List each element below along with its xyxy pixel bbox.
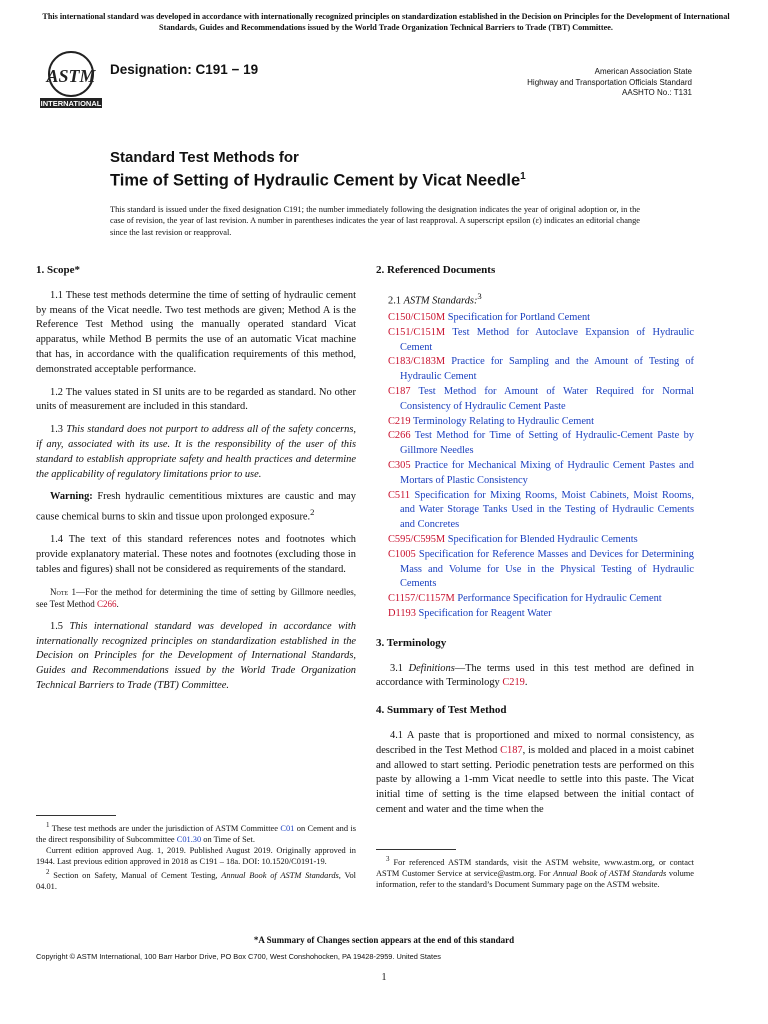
title-line1: Standard Test Methods for — [110, 149, 299, 166]
terminology-3-1: 3.1 Definitions—The terms used in this test method are defined in accordance with Terminology C219. — [376, 662, 694, 689]
referenced-item — [388, 489, 694, 533]
aashto-block — [527, 67, 692, 99]
aashto-line2: Highway and Transportation Officials Standard — [527, 77, 692, 87]
link-c266-note[interactable]: C266 — [96, 598, 117, 609]
summary-4-1: 4.1 A paste that is proportioned and mixed to normal consistency, as described in the Test Method C187, is molded and placed in a moist cabinet and allowed to start setting. Periodic penetration tests are performed on this paste by allowing a 1-mm Vicat needle to settle into this paste. The Vicat initial time of setting is the time elapsed between the initial contact of cement and water and the time when the — [376, 729, 694, 815]
footnotes-left — [36, 820, 356, 892]
title-footnote-mark: 1 — [520, 171, 526, 182]
terminology-heading: 3. Terminology — [376, 636, 447, 649]
referenced-item — [388, 326, 694, 356]
scope-heading: 1. Scope* — [36, 264, 80, 276]
referenced-item — [388, 548, 694, 592]
referenced-item — [388, 533, 694, 548]
warning-paragraph: Warning: Fresh hydraulic cementitious mixtures are caustic and may cause chemical burns to skin and tissue upon prolonged exposure.$^2$ — [36, 491, 356, 523]
referenced-item — [388, 385, 694, 415]
logo-text: ASTM — [46, 66, 96, 86]
footnotes-right — [376, 854, 694, 890]
footnote-2: $^2$ Section on Safety, Manual of Cement Testing, Annual Book of ASTM Standards, Vol 04.01. — [36, 867, 356, 891]
referenced-item — [388, 607, 694, 622]
ref-code-link[interactable]: C305 — [388, 460, 411, 472]
summary-of-changes-note: *A Summary of Changes section appears at the end of this standard — [253, 935, 515, 945]
ref-title: Terminology Relating to Hydraulic Cement — [410, 415, 595, 427]
ref-title: Specification for Blended Hydraulic Cements — [445, 534, 638, 546]
footnote-1-approval: Current edition approved Aug. 1, 2019. Published August 2019. Originally approved in 1944. Last previous edition approved in 2018 as C191 – 18a. DOI: 10.1520/C0191-19. — [36, 845, 356, 866]
warning-label: Warning: — [50, 491, 93, 503]
ref-title: Practice for Sampling and the Amount of Testing of Hydraulic Cement — [400, 356, 694, 383]
ref-code-link[interactable]: C183/C183M — [388, 356, 446, 368]
referenced-item — [388, 592, 694, 607]
ref-code-link[interactable]: C511 — [388, 489, 411, 501]
link-c01[interactable]: C01 — [280, 823, 295, 833]
top-notice: This international standard was developed in accordance with internationally recognized principles on standardization established in the Decision on Principles for the Development of International Standards, Guides and Recommendations issued by the World Trade Organization Technical Barriers to Trade (TBT) Committee. — [42, 12, 730, 32]
ref-code-link[interactable]: C1157/C1157M — [388, 593, 455, 605]
left-column — [36, 263, 356, 702]
referenced-item — [388, 429, 694, 459]
ref-code-link[interactable]: C595/C595M — [388, 534, 446, 546]
referenced-heading: 2. Referenced Documents — [376, 264, 496, 276]
footnote-rule-right — [376, 849, 456, 850]
scope-1-3: 1.3 This standard does not purport to address all of the safety concerns, if any, associated with its use. It is the responsibility of the user of this standard to establish appropriate safety and health practices and determine the applicability of regulatory limitations prior to use. — [36, 424, 356, 480]
copyright: Copyright © ASTM International, 100 Barr Harbor Drive, PO Box C700, West Conshohocken, PA 19428-2959. United States — [36, 952, 441, 961]
page-number: 1 — [381, 972, 387, 983]
footnote-rule-left — [36, 815, 116, 816]
ref-title: Test Method for Time of Setting of Hydraulic-Cement Paste by Gillmore Needles — [400, 430, 694, 457]
referenced-item — [388, 459, 694, 489]
ref-code-link[interactable]: C150/C150M — [388, 312, 446, 324]
referenced-item — [388, 415, 694, 430]
referenced-list — [376, 311, 694, 622]
aashto-line1: American Association State — [594, 67, 692, 76]
referenced-item — [388, 355, 694, 385]
ref-code-link[interactable]: C1005 — [388, 548, 416, 560]
ref-title: Specification for Reagent Water — [415, 608, 552, 619]
scope-1-2: 1.2 The values stated in SI units are to be regarded as standard. No other units of measurement are included in this standard. — [36, 386, 356, 413]
footnote-1: $^1$ These test methods are under the jurisdiction of ASTM Committee C01 on Cement and is the direct responsibility of Subcommittee C01.30 on Time of Set. — [36, 821, 357, 844]
ref-title: Specification for Mixing Rooms, Moist Cabinets, Moist Rooms, and Water Storage Tanks Used in the Testing of Hydraulic Cements and Concretes — [400, 489, 694, 531]
astm-standards-label: 2.1 ASTM Standards:$^3$ — [388, 290, 482, 307]
ref-code-link[interactable]: D1193 — [388, 608, 416, 619]
scope-1-1: 1.1 These test methods determine the time of setting of hydraulic cement by means of the Vicat needle. Two test methods are given; Method A is the Reference Test Method using the manually operated standard Vicat apparatus, while Method B permits the use of an automatic Vicat machine that has, in accordance with the qualification requirements of this method, demonstrated acceptable performance. — [36, 289, 356, 375]
ref-code-link[interactable]: C266 — [388, 430, 411, 442]
ref-title: Specification for Reference Masses and Devices for Determining Mass and Volume for Use in the Physical Testing of Hydraulic Cements — [400, 548, 694, 590]
scope-1-4: 1.4 The text of this standard references notes and footnotes which provide explanatory material. These notes and footnotes (excluding those in tables and figures) shall not be considered as requirements of the standard. — [36, 534, 356, 576]
astm-logo — [38, 48, 104, 110]
ref-title: Test Method for Amount of Water Required for Normal Consistency of Hydraulic Cement Paste — [400, 386, 694, 412]
link-c01-30[interactable]: C01.30 — [176, 834, 202, 844]
ref-code-link[interactable]: C151/C151M — [388, 326, 446, 338]
ref-title: Test Method for Autoclave Expansion of Hydraulic Cement — [400, 326, 694, 353]
ref-code-link[interactable]: C187 — [388, 386, 411, 398]
right-column — [376, 263, 694, 826]
document-title — [110, 148, 526, 191]
ref-title: Performance Specification for Hydraulic Cement — [454, 593, 662, 605]
ref-title: Practice for Mechanical Mixing of Hydraulic Cement Pastes and Mortars of Plastic Consistency — [400, 460, 694, 486]
ref-title: Specification for Portland Cement — [445, 312, 591, 324]
link-c219-terminology[interactable]: C219 — [502, 677, 525, 689]
logo-subtext: INTERNATIONAL — [40, 99, 102, 108]
aashto-line3: AASHTO No.: T131 — [622, 88, 692, 97]
summary-heading: 4. Summary of Test Method — [376, 704, 507, 717]
footnote-3: $^3$ For referenced ASTM standards, visit the ASTM website, www.astm.org, or contact ASTM Customer Service at service@astm.org. For Annual Book of ASTM Standards volume information, refer to the standard’s Document Summary page on the ASTM website. — [376, 855, 695, 889]
issued-statement: This standard is issued under the fixed designation C191; the number immediately following the designation indicates the year of original adoption or, in the case of revision, the year of last revision. A number in parentheses indicates the year of last reapproval. A superscript epsilon (ε) indicates an editorial change since the last revision or reapproval. — [110, 205, 640, 237]
referenced-item — [388, 311, 694, 326]
title-line2: Time of Setting of Hydraulic Cement by Vicat Needle — [110, 171, 521, 190]
scope-1-5: 1.5 This international standard was developed in accordance with internationally recognized principles on standardization established in the Decision on Principles for the Development of International Standards, Guides and Recommendations issued by the World Trade Organization Technical Barriers to Trade (TBT) Committee. — [36, 620, 356, 691]
ref-code-link[interactable]: C219 — [388, 415, 411, 427]
link-c187-summary[interactable]: C187 — [500, 744, 523, 756]
designation: Designation: C191 − 19 — [110, 62, 259, 77]
note-1: Note 1—For the method for determining the time of setting by Gillmore needles, see Test Method C266. — [36, 586, 356, 609]
